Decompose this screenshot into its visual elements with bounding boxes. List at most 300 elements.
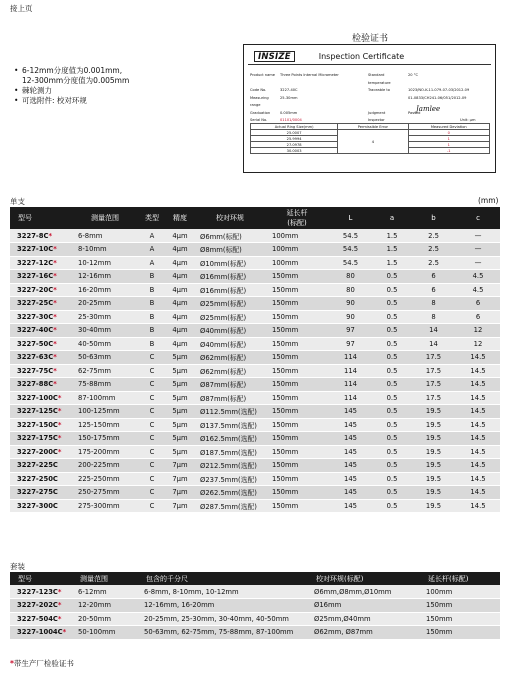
table-cell: B	[138, 283, 166, 297]
model-number: 3227-25C	[17, 299, 54, 308]
table-cell: Ø287.5mm(选配)	[194, 499, 266, 513]
single-section-label: 单支	[10, 197, 25, 206]
table-row	[10, 626, 500, 640]
cert-field-k: Measuring range	[250, 95, 269, 107]
star-icon: *	[53, 272, 57, 281]
table-cell: 275-300mm	[72, 499, 138, 513]
column-header: 型号	[10, 572, 72, 585]
model-cell	[10, 283, 72, 297]
inspector-signature: Jamlee	[416, 105, 441, 113]
table-cell: Ø16mm(标配)	[194, 270, 266, 284]
model-cell	[10, 499, 72, 513]
column-header: a	[373, 207, 411, 229]
table-cell: 10-12mm	[72, 256, 138, 270]
table-row	[10, 351, 500, 365]
insize-logo: INSIZE	[254, 51, 295, 62]
table-cell: 0.5	[373, 351, 411, 365]
cert-field-v: 25-30mm	[280, 95, 298, 100]
table-row	[10, 486, 500, 500]
model-number: 3227-10C	[17, 245, 54, 254]
table-cell: 80	[328, 283, 373, 297]
certificate-header	[248, 49, 491, 65]
table-cell: 30-40mm	[72, 324, 138, 338]
table-row	[10, 256, 500, 270]
table-cell: 0.5	[373, 418, 411, 432]
table-row	[10, 472, 500, 486]
table-cell: 14.5	[456, 486, 500, 500]
table-row	[10, 585, 500, 599]
table-cell: 14.5	[456, 459, 500, 473]
cert-field-k: Serial No.	[250, 118, 268, 122]
table-cell: 150-175mm	[72, 432, 138, 446]
table-cell: Ø16mm	[308, 599, 420, 613]
table-cell: Ø62mm(标配)	[194, 364, 266, 378]
cert-field-k2: Traceable to	[368, 88, 390, 92]
table-cell: 100mm	[266, 256, 328, 270]
star-icon: *	[53, 258, 57, 267]
table-cell: 4μm	[166, 256, 194, 270]
feature-item: • 棘轮测力	[14, 86, 52, 95]
certificate-title: 检验证书	[352, 34, 389, 44]
star-icon: *	[53, 285, 57, 294]
model-cell	[10, 256, 72, 270]
table-cell: 145	[328, 445, 373, 459]
feature-item: • 6-12mm分度值为0.001mm,	[14, 66, 123, 75]
table-cell: 4.5	[456, 283, 500, 297]
table-cell: 0.5	[373, 297, 411, 311]
table-cell: 150mm	[266, 324, 328, 338]
table-cell: Ø262.5mm(选配)	[194, 486, 266, 500]
model-cell	[10, 364, 72, 378]
table-cell: 8	[411, 297, 456, 311]
model-number: 3227-200C	[17, 447, 58, 456]
table-cell: 0.5	[373, 459, 411, 473]
cert-field-v2: 01-0833/CH241-06/051/2012-09	[408, 95, 467, 100]
table-cell: 150mm	[266, 418, 328, 432]
table-cell: 150mm	[266, 472, 328, 486]
table-cell: 145	[328, 472, 373, 486]
table-cell: Ø6mm,Ø8mm,Ø10mm	[308, 585, 420, 599]
table-cell: 19.5	[411, 499, 456, 513]
table-cell: 75-88mm	[72, 378, 138, 392]
table-cell: 2.5	[411, 229, 456, 243]
cert-field-v: Three Points Internal Micrometer	[280, 73, 339, 77]
table-cell: 20-25mm	[72, 297, 138, 311]
table-cell: 14.5	[456, 405, 500, 419]
table-cell: Ø87mm(标配)	[194, 378, 266, 392]
table-cell: C	[138, 459, 166, 473]
model-number: 3227-202C	[17, 601, 58, 610]
cert-col-header: Measured Deviation	[408, 124, 489, 130]
table-cell: 100mm	[266, 229, 328, 243]
table-cell: Ø137.5mm(选配)	[194, 418, 266, 432]
table-cell: 12-16mm, 16-20mm	[138, 599, 308, 613]
table-cell: 6-8mm, 8-10mm, 10-12mm	[138, 585, 308, 599]
star-icon: *	[57, 447, 62, 456]
cert-permissible: 4	[338, 130, 408, 154]
unit-label: (mm)	[478, 196, 499, 205]
model-number: 3227-300C	[17, 501, 58, 510]
star-icon: *	[57, 420, 62, 429]
star-icon: *	[57, 614, 62, 623]
table-row	[10, 445, 500, 459]
table-cell: 145	[328, 499, 373, 513]
model-cell	[10, 351, 72, 365]
column-header: 包含的千分尺	[138, 572, 308, 585]
cert-deviation: -1	[408, 148, 489, 154]
table-cell: 150mm	[266, 432, 328, 446]
star-icon: *	[53, 353, 57, 362]
table-cell: 6	[456, 297, 500, 311]
model-cell	[10, 612, 72, 626]
table-row	[10, 405, 500, 419]
column-header: 校对环规(标配)	[308, 572, 420, 585]
table-cell: C	[138, 418, 166, 432]
table-cell: 50-63mm	[72, 351, 138, 365]
model-number: 3227-50C	[17, 339, 54, 348]
cert-ring-size: 25.9994	[251, 136, 338, 142]
table-cell: 0.5	[373, 445, 411, 459]
star-icon: *	[48, 231, 53, 240]
model-cell	[10, 310, 72, 324]
table-cell: 4μm	[166, 310, 194, 324]
table-cell: C	[138, 486, 166, 500]
table-cell: 19.5	[411, 486, 456, 500]
model-number: 3227-75C	[17, 366, 54, 375]
table-cell: C	[138, 499, 166, 513]
table-cell: 2.5	[411, 243, 456, 257]
table-cell: 4μm	[166, 229, 194, 243]
table-cell: 1.5	[373, 243, 411, 257]
table-cell: 17.5	[411, 364, 456, 378]
table-cell: 0.5	[373, 283, 411, 297]
table-cell: 150mm	[266, 351, 328, 365]
table-cell: —	[456, 229, 500, 243]
model-cell	[10, 229, 72, 243]
star-icon: *	[57, 587, 62, 596]
cert-field-row	[250, 72, 490, 87]
model-cell	[10, 599, 72, 613]
table-cell: 14.5	[456, 432, 500, 446]
cert-deviation: 0	[408, 130, 489, 136]
table-cell: 150mm	[420, 612, 500, 626]
table-cell: 97	[328, 337, 373, 351]
model-cell	[10, 405, 72, 419]
table-cell: 6	[456, 310, 500, 324]
set-spec-table	[10, 572, 500, 640]
column-header: 型号	[10, 207, 72, 229]
table-cell: C	[138, 472, 166, 486]
table-cell: 16-20mm	[72, 283, 138, 297]
cert-field-k2: Standard temperature	[368, 73, 391, 85]
table-cell: 100mm	[420, 585, 500, 599]
table-cell: 100-125mm	[72, 405, 138, 419]
table-cell: 0.5	[373, 486, 411, 500]
set-section-label: 套装	[10, 562, 25, 571]
continued-label: 接上页	[10, 4, 33, 13]
table-cell: 5μm	[166, 378, 194, 392]
model-number: 3227-16C	[17, 272, 54, 281]
table-cell: 12	[456, 324, 500, 338]
model-number: 3227-8C	[17, 231, 49, 240]
model-number: 3227-30C	[17, 312, 54, 321]
column-header: b	[411, 207, 456, 229]
table-cell: 12-20mm	[72, 599, 138, 613]
table-row	[10, 599, 500, 613]
column-header: 类型	[138, 207, 166, 229]
table-cell: 14	[411, 324, 456, 338]
feature-item: 12-300mm分度值为0.005mm	[22, 76, 130, 85]
table-cell: 14.5	[456, 472, 500, 486]
table-cell: 5μm	[166, 445, 194, 459]
cert-field-v2: 20 °C	[408, 73, 419, 77]
cert-ring-size: 30.0003	[251, 148, 338, 154]
table-cell: Ø87mm(标配)	[194, 391, 266, 405]
table-cell: 0.5	[373, 310, 411, 324]
column-header: 校对环规	[194, 207, 266, 229]
star-icon: *	[53, 326, 57, 335]
model-cell	[10, 391, 72, 405]
table-row	[10, 459, 500, 473]
table-cell: 200-225mm	[72, 459, 138, 473]
table-cell: 17.5	[411, 391, 456, 405]
table-cell: 150mm	[266, 283, 328, 297]
table-cell: 0.5	[373, 324, 411, 338]
table-cell: 87-100mm	[72, 391, 138, 405]
model-number: 3227-12C	[17, 258, 54, 267]
cert-field-k: Graduation	[250, 110, 271, 115]
table-cell: 1.5	[373, 256, 411, 270]
star-icon: *	[53, 299, 57, 308]
table-cell: Ø10mm(标配)	[194, 256, 266, 270]
cert-field-v: 3227-40C	[280, 88, 298, 92]
table-cell: C	[138, 445, 166, 459]
star-icon: *	[53, 245, 57, 254]
table-cell: 150mm	[420, 599, 500, 613]
model-cell	[10, 626, 72, 640]
model-number: 3227-63C	[17, 353, 54, 362]
table-cell: Ø112.5mm(选配)	[194, 405, 266, 419]
table-cell: 145	[328, 418, 373, 432]
model-number: 3227-20C	[17, 285, 54, 294]
table-cell: C	[138, 391, 166, 405]
table-cell: A	[138, 256, 166, 270]
model-cell	[10, 472, 72, 486]
footnote: *带生产厂检验证书	[10, 659, 74, 668]
star-icon: *	[53, 339, 57, 348]
table-row	[10, 612, 500, 626]
feature-list	[14, 66, 129, 106]
table-cell: 90	[328, 310, 373, 324]
model-number: 3227-504C	[17, 614, 58, 623]
table-cell: B	[138, 270, 166, 284]
table-cell: 5μm	[166, 405, 194, 419]
table-cell: 114	[328, 391, 373, 405]
table-cell: 114	[328, 351, 373, 365]
table-cell: 50-100mm	[72, 626, 138, 640]
table-cell: 7μm	[166, 472, 194, 486]
table-cell: 0.5	[373, 337, 411, 351]
table-row	[10, 324, 500, 338]
star-icon: *	[57, 407, 62, 416]
single-spec-table	[10, 207, 500, 513]
model-cell	[10, 324, 72, 338]
column-header: 延长杆 (标配)	[266, 207, 328, 229]
cert-field-row	[250, 95, 490, 110]
table-cell: 114	[328, 378, 373, 392]
table-cell: 150mm	[266, 445, 328, 459]
table-cell: 1.5	[373, 229, 411, 243]
table-cell: 5μm	[166, 391, 194, 405]
table-cell: 145	[328, 432, 373, 446]
table-cell: 6-8mm	[72, 229, 138, 243]
table-cell: 50-63mm, 62-75mm, 75-88mm, 87-100mm	[138, 626, 308, 640]
table-cell: 145	[328, 405, 373, 419]
cert-deviation: 1	[408, 136, 489, 142]
star-icon: *	[10, 659, 14, 668]
table-cell: 19.5	[411, 405, 456, 419]
table-cell: 150mm	[266, 391, 328, 405]
table-cell: 125-150mm	[72, 418, 138, 432]
cert-field-row	[250, 110, 490, 118]
table-cell: 14.5	[456, 418, 500, 432]
cert-field-k2: Inspector	[368, 118, 385, 122]
table-cell: 20-25mm, 25-30mm, 30-40mm, 40-50mm	[138, 612, 308, 626]
table-cell: Ø62mm(标配)	[194, 351, 266, 365]
table-cell: Ø8mm(标配)	[194, 243, 266, 257]
table-row	[10, 229, 500, 243]
table-cell: 0.5	[373, 499, 411, 513]
table-cell: —	[456, 256, 500, 270]
cert-col-header: Permissible Error	[338, 124, 408, 130]
table-cell: C	[138, 378, 166, 392]
table-cell: Ø40mm(标配)	[194, 337, 266, 351]
table-cell: 14.5	[456, 351, 500, 365]
table-cell: 4μm	[166, 324, 194, 338]
table-cell: 8-10mm	[72, 243, 138, 257]
cert-field-v: 0.005mm	[280, 110, 298, 115]
table-row	[10, 310, 500, 324]
model-number: 3227-175C	[17, 434, 58, 443]
certificate-image	[243, 44, 496, 173]
column-header: 测量范围	[72, 572, 138, 585]
cert-field-k2: Judgment	[368, 110, 386, 115]
table-cell: 19.5	[411, 432, 456, 446]
table-cell: 150mm	[266, 499, 328, 513]
table-row	[10, 499, 500, 513]
table-cell: 150mm	[266, 297, 328, 311]
bullet-icon: •	[14, 86, 19, 95]
table-cell: 25-30mm	[72, 310, 138, 324]
table-cell: Ø25mm(标配)	[194, 297, 266, 311]
table-cell: 150mm	[266, 310, 328, 324]
table-cell: 19.5	[411, 472, 456, 486]
star-icon: *	[53, 380, 57, 389]
table-row	[10, 297, 500, 311]
table-cell: 19.5	[411, 418, 456, 432]
table-cell: 14.5	[456, 364, 500, 378]
table-cell: 14.5	[456, 391, 500, 405]
table-cell: 5μm	[166, 432, 194, 446]
table-cell: 80	[328, 270, 373, 284]
table-cell: 225-250mm	[72, 472, 138, 486]
model-cell	[10, 486, 72, 500]
feature-item: • 可选附件: 校对环规	[14, 96, 87, 105]
table-cell: Ø237.5mm(选配)	[194, 472, 266, 486]
table-cell: Ø6mm(标配)	[194, 229, 266, 243]
table-cell: 5μm	[166, 351, 194, 365]
table-cell: 4μm	[166, 283, 194, 297]
column-header: 测量范围	[72, 207, 138, 229]
model-cell	[10, 297, 72, 311]
model-number: 3227-1004C	[17, 628, 63, 637]
table-cell: C	[138, 405, 166, 419]
table-cell: 0.5	[373, 405, 411, 419]
table-cell: 4μm	[166, 337, 194, 351]
cert-field-row	[250, 87, 490, 95]
certificate-fields	[250, 72, 490, 125]
table-cell: Ø25mm,Ø40mm	[308, 612, 420, 626]
table-cell: 17.5	[411, 378, 456, 392]
cert-field-k2	[368, 95, 408, 110]
model-cell	[10, 337, 72, 351]
table-row	[10, 243, 500, 257]
table-cell: B	[138, 297, 166, 311]
cert-field-v2: 1023/NO-K-11-079-07-03/2012-09	[408, 88, 470, 92]
table-cell: Ø16mm(标配)	[194, 283, 266, 297]
star-icon: *	[57, 601, 62, 610]
table-cell: 150mm	[266, 378, 328, 392]
model-number: 3227-125C	[17, 407, 58, 416]
model-cell	[10, 270, 72, 284]
star-icon: *	[57, 393, 62, 402]
star-icon: *	[53, 366, 57, 375]
table-cell: 54.5	[328, 229, 373, 243]
table-cell: 150mm	[266, 405, 328, 419]
table-cell: —	[456, 243, 500, 257]
table-cell: 7μm	[166, 459, 194, 473]
table-cell: 62-75mm	[72, 364, 138, 378]
table-cell: 14.5	[456, 378, 500, 392]
model-number: 3227-225C	[17, 461, 58, 470]
table-row	[10, 283, 500, 297]
table-cell: B	[138, 324, 166, 338]
table-cell: 6	[411, 270, 456, 284]
certificate-table	[250, 123, 490, 154]
table-row	[10, 378, 500, 392]
table-row	[10, 432, 500, 446]
table-cell: 4μm	[166, 243, 194, 257]
table-cell: C	[138, 351, 166, 365]
star-icon: *	[53, 312, 57, 321]
table-cell: Ø62mm, Ø87mm	[308, 626, 420, 640]
model-number: 3227-88C	[17, 380, 54, 389]
table-cell: 175-200mm	[72, 445, 138, 459]
table-cell: 14.5	[456, 445, 500, 459]
model-cell	[10, 585, 72, 599]
column-header: 精度	[166, 207, 194, 229]
model-number: 3227-275C	[17, 488, 58, 497]
table-cell: 250-275mm	[72, 486, 138, 500]
certificate-unit: Unit: µm	[460, 118, 476, 122]
table-cell: 0.5	[373, 378, 411, 392]
table-cell: 54.5	[328, 243, 373, 257]
cert-col-header: Actual Ring Size(mm)	[251, 124, 338, 130]
cert-field-k: Code No.	[250, 88, 267, 92]
star-icon: *	[62, 628, 67, 637]
table-cell: 100mm	[266, 243, 328, 257]
table-cell: 150mm	[266, 486, 328, 500]
